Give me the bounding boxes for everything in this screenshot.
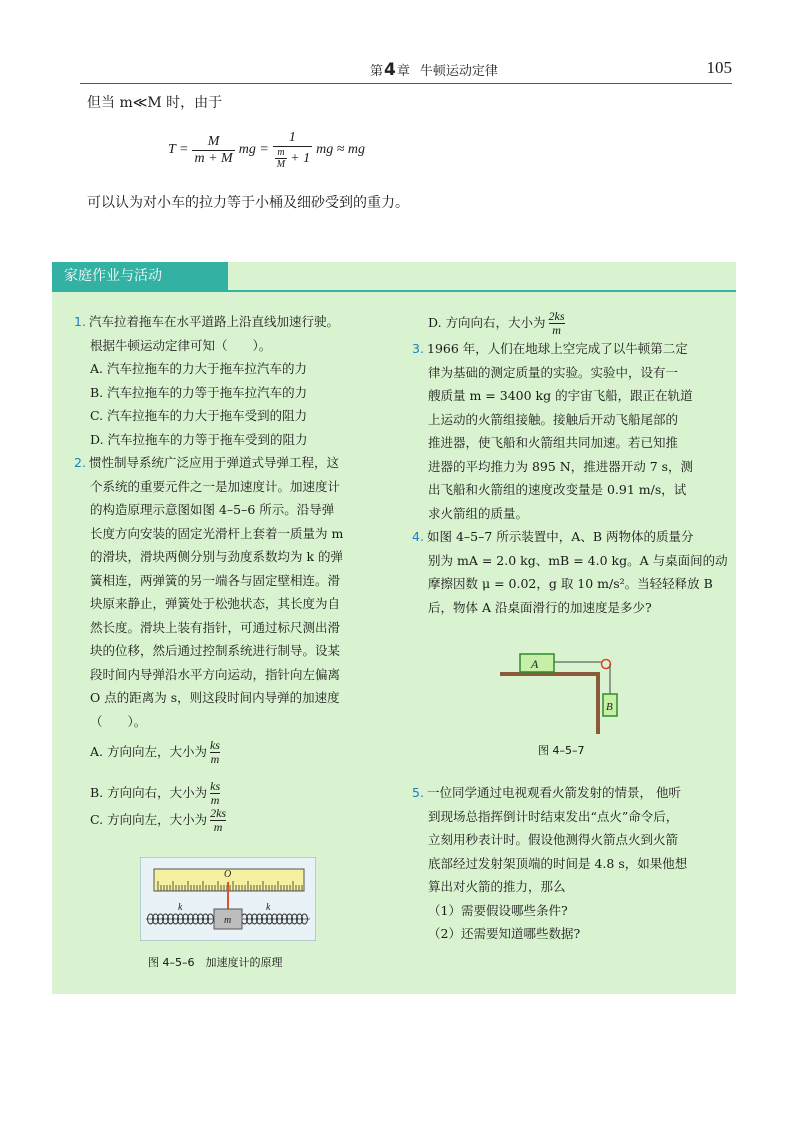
q2-text-10: 段时间内导弹沿水平方向运动，指针向左偏离 <box>90 666 341 682</box>
formula-frac-2 <box>273 130 312 170</box>
right-column <box>412 310 730 619</box>
q2-text-7: 块原来静止，弹簧处于松弛状态，其长度为自 <box>90 596 341 611</box>
frac2-inner-frac <box>275 147 287 170</box>
formula-mid: mg = <box>238 142 269 157</box>
formula-frac-1 <box>192 134 234 167</box>
homework-title: 家庭作业与活动 <box>52 262 228 291</box>
figure-4-5-6-caption: 图 4–5–6 加速度计的原理 <box>148 956 283 969</box>
q1-text-1: 汽车拉着拖车在水平道路上沿直线加速行驶。 <box>89 314 340 329</box>
q3-text-6: 进器的平均推力为 895 N，推进器开动 7 s，测 <box>428 458 694 474</box>
q5-text-3: 立刻用秒表计时。假设他测得火箭点火到火箭 <box>428 832 679 847</box>
inner-denominator: M <box>276 159 286 170</box>
left-column <box>74 310 384 834</box>
frac-numerator: 2ks <box>210 806 227 820</box>
q1-option-c: C. 汽车拉拖车的力大于拖车受到的阻力 <box>90 408 308 423</box>
q3-text-8: 求火箭组的质量。 <box>428 505 529 521</box>
q3-text-1: 1966 年，人们在地球上空完成了以牛顿第二定 <box>427 341 688 356</box>
inner-numerator: m <box>277 147 285 158</box>
q2-number: 2. <box>74 455 86 470</box>
q2-option-c <box>74 807 384 834</box>
pulley-wheel <box>602 660 611 669</box>
table-leg <box>596 672 600 734</box>
formula-rhs: mg ≈ mg <box>316 142 365 157</box>
formula-lhs: T = <box>168 142 189 157</box>
inner-plus: + 1 <box>290 150 311 166</box>
frac2-denominator <box>273 147 312 170</box>
q3-text-7: 出飞船和火箭组的速度改变量是 0.91 m/s，试 <box>428 482 687 497</box>
q2-text-5: 的滑块，滑块两侧分别与劲度系数均为 k 的弹 <box>90 549 344 564</box>
frac2-numerator: 1 <box>288 130 296 145</box>
q4-text-1: 如图 4–5–7 所示装置中，A、B 两物体的质量分 <box>427 529 694 544</box>
q2-option-b-frac <box>210 780 220 807</box>
q1-number: 1. <box>74 314 86 329</box>
q3-text-2: 律为基础的测定质量的实验。实验中，设有一 <box>428 364 679 380</box>
label-b: B <box>606 701 613 713</box>
frac-denominator: m <box>210 793 220 807</box>
q2-option-a <box>74 739 384 766</box>
q2-text-2: 个系统的重要元件之一是加速度计。加速度计 <box>90 478 341 494</box>
intro-line-1: 但当 m≪M 时，由于 <box>87 95 223 111</box>
q3-text-5: 推进器，使飞船和火箭组共同加速。若已知推 <box>428 435 679 450</box>
figure-4-5-7-caption: 图 4–5–7 <box>538 744 585 757</box>
q2-text-11: O 点的距离为 s，则这段时间内导弹的加速度 <box>90 690 340 705</box>
q2-option-b-text: B. 方向向右，大小为 <box>90 785 208 800</box>
q5-text-5: 算出对火箭的推力，那么 <box>428 879 566 894</box>
chapter-suffix: 章 <box>396 64 410 79</box>
label-m: m <box>224 915 232 926</box>
chapter-number: 4 <box>384 60 396 80</box>
q2-option-a-frac <box>210 739 220 766</box>
chapter-prefix: 第 <box>370 64 384 79</box>
q5-block <box>412 781 730 946</box>
q2-text-8: 然长度。滑块上装有指针，可通过标尺测出滑 <box>90 619 341 635</box>
accelerometer-diagram <box>140 857 316 941</box>
frac1-numerator: M <box>207 133 220 149</box>
q3-text-3: 艘质量 m = 3400 kg 的宇宙飞船，跟正在轨道 <box>428 388 693 403</box>
q5-line-1 <box>412 781 730 805</box>
label-k-right: k <box>266 902 271 913</box>
q2-text-1: 惯性制导系统广泛应用于弹道式导弹工程，这 <box>89 455 340 470</box>
intro-line-2: 可以认为对小车的拉力等于小桶及细砂受到的重力。 <box>87 195 409 211</box>
frac-numerator: ks <box>210 779 221 793</box>
q2-text-9: 块的位移，然后通过控制系统进行制导。设某 <box>90 643 341 658</box>
header-rule <box>80 83 732 84</box>
chapter-title: 牛顿运动定律 <box>419 64 498 79</box>
frac-denominator: m <box>210 752 220 766</box>
chapter-label <box>370 60 498 80</box>
q4-text-4: 后，物体 A 沿桌面滑行的加速度是多少? <box>428 599 652 615</box>
q5-text-1: 一位同学通过电视观看火箭发射的情景， 他听 <box>427 785 681 800</box>
q2-option-c-frac <box>210 807 226 834</box>
label-a: A <box>531 657 539 671</box>
q2-text-3: 的构造原理示意图如图 4–5–6 所示。沿导弹 <box>90 502 335 517</box>
frac-denominator: m <box>213 820 223 834</box>
pulley-diagram <box>496 648 630 734</box>
q2-option-d-text: D. 方向向右，大小为 <box>428 315 546 330</box>
q2-text-12: （ ）。 <box>90 713 147 729</box>
q2-line-1 <box>74 451 384 475</box>
q4-number: 4. <box>412 529 424 544</box>
frac-numerator: 2ks <box>548 309 565 323</box>
q4-text-2: 别为 mA = 2.0 kg、mB = 4.0 kg。A 与桌面间的动 <box>428 552 728 568</box>
q1-option-a: A. 汽车拉拖车的力大于拖车拉汽车的力 <box>90 361 307 376</box>
q4-line-1 <box>412 525 730 549</box>
page-header <box>80 58 732 82</box>
q2-option-d-frac <box>549 310 565 337</box>
frac-denominator: m <box>552 323 561 337</box>
frac1-denominator: m + M <box>194 150 233 166</box>
q4-text-3: 摩擦因数 μ = 0.02，g 取 10 m/s²。当轻轻释放 B <box>428 576 713 591</box>
q2-option-a-text: A. 方向向左，大小为 <box>90 744 207 759</box>
q2-option-c-text: C. 方向向左，大小为 <box>90 812 208 827</box>
q3-text-4: 上运动的火箭组接触。接触后开动飞船尾部的 <box>428 411 679 427</box>
label-k-left: k <box>178 902 183 913</box>
q1-line-1 <box>74 310 384 334</box>
q2-option-b <box>74 780 384 807</box>
q3-line-1 <box>412 337 730 361</box>
q1-option-d: D. 汽车拉拖车的力等于拖车受到的阻力 <box>90 431 308 447</box>
frac-numerator: ks <box>209 738 220 752</box>
q5-number: 5. <box>412 785 424 800</box>
q1-text-2: 根据牛顿运动定律可知（ ）。 <box>90 337 272 353</box>
q5-text-4: 底部经过发射架顶端的时间是 4.8 s，如果他想 <box>428 855 688 871</box>
label-o: O <box>224 869 232 880</box>
q1-option-b: B. 汽车拉拖车的力等于拖车拉汽车的力 <box>90 384 308 400</box>
tension-formula <box>168 122 365 178</box>
q5-text-2: 到现场总指挥倒计时结束发出“点火”命令后， <box>428 808 679 824</box>
q2-text-4: 长度方向安装的固定光滑杆上套着一质量为 m <box>90 525 344 541</box>
q2-option-d <box>412 310 730 337</box>
q2-text-6: 簧相连，两弹簧的另一端各与固定壁相连。滑 <box>90 572 341 588</box>
page-number: 105 <box>706 58 732 77</box>
q5-sub-1: （1）需要假设哪些条件? <box>428 902 568 918</box>
q3-number: 3. <box>412 341 424 356</box>
q5-sub-2: （2）还需要知道哪些数据? <box>428 926 581 941</box>
